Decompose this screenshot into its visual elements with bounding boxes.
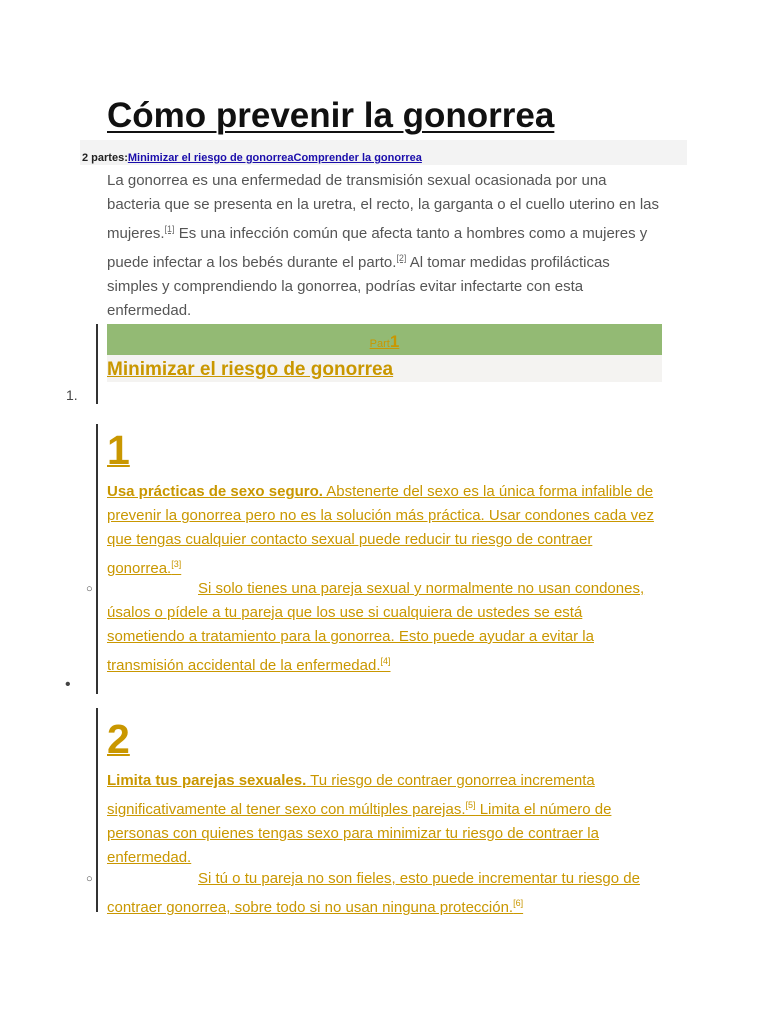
reference-link[interactable]: [4] bbox=[380, 656, 391, 666]
part-number: 1 bbox=[389, 332, 400, 351]
parts-nav bbox=[82, 152, 422, 164]
part-label[interactable]: Part1 bbox=[369, 332, 400, 351]
intro-line: simples y comprendiendo la gonorrea, podrías evitar infectarte con esta bbox=[107, 278, 584, 295]
intro-line: La gonorrea es una enfermedad de transmisión sexual ocasionada por una bbox=[107, 172, 607, 189]
step-rule bbox=[96, 708, 98, 912]
step-rule bbox=[96, 424, 98, 694]
reference-link[interactable]: [2] bbox=[396, 253, 407, 263]
reference-link[interactable]: [1] bbox=[164, 224, 175, 234]
intro-line: bacteria que se presenta en la uretra, el recto, la garganta o el cuello uterino en las bbox=[107, 196, 660, 213]
parts-nav-link-1[interactable]: Minimizar el riesgo de gonorrea bbox=[127, 152, 294, 164]
section-title[interactable]: Minimizar el riesgo de gonorrea bbox=[107, 359, 394, 380]
reference-link[interactable]: [5] bbox=[465, 800, 476, 810]
parts-nav-label: 2 partes: bbox=[82, 152, 128, 164]
intro-line: puede infectar a los bebés durante el parto.[2] Al tomar medidas profilácticas bbox=[107, 253, 610, 271]
intro-paragraph bbox=[107, 169, 659, 323]
step-number: 2 bbox=[107, 716, 130, 762]
list-rule bbox=[96, 324, 98, 404]
step-1-subtext[interactable]: Si solo tienes una pareja sexual y normalmente no usan condones, úsalos o pídele a tu pareja que los use si cualquiera de ustedes se está sometiendo a tratamiento para la gonorrea. Esto puede ayudar a evitar la transmisión accidental de la enfermedad.[4] bbox=[107, 580, 645, 674]
list-bullet: • bbox=[65, 676, 71, 693]
page-title: Cómo prevenir la gonorrea bbox=[107, 96, 555, 135]
reference-link[interactable]: [6] bbox=[513, 898, 524, 908]
step-2-text[interactable]: Limita tus parejas sexuales. Tu riesgo de contraer gonorrea incrementa significativamente al tener sexo con múltiples parejas.[5] Limita el número de personas con quienes tengas sexo para minimizar tu riesgo de contraer la enfermedad. bbox=[107, 772, 612, 866]
step-number: 1 bbox=[107, 427, 130, 473]
list-marker: 1. bbox=[66, 387, 78, 403]
sub-bullet: ○ bbox=[86, 583, 93, 595]
intro-line: mujeres.[1] Es una infección común que afecta tanto a hombres como a mujeres y bbox=[107, 224, 648, 242]
step-1-text[interactable]: Usa prácticas de sexo seguro. Abstenerte del sexo es la única forma infalible de prevenir la gonorrea pero no es la solución más práctica. Usar condones cada vez que tengas cualquier contacto sexual puede reducir tu riesgo de contraer gonorrea.[3] bbox=[107, 483, 654, 577]
sub-bullet: ○ bbox=[86, 873, 93, 885]
step-2-subtext[interactable]: Si tú o tu pareja no son fieles, esto puede incrementar tu riesgo de contraer gonorrea, sobre todo si no usan ninguna protección.[6] bbox=[107, 870, 640, 916]
intro-line: enfermedad. bbox=[107, 302, 192, 319]
parts-nav-link-2[interactable]: Comprender la gonorrea bbox=[293, 152, 422, 164]
reference-link[interactable]: [3] bbox=[171, 559, 182, 569]
